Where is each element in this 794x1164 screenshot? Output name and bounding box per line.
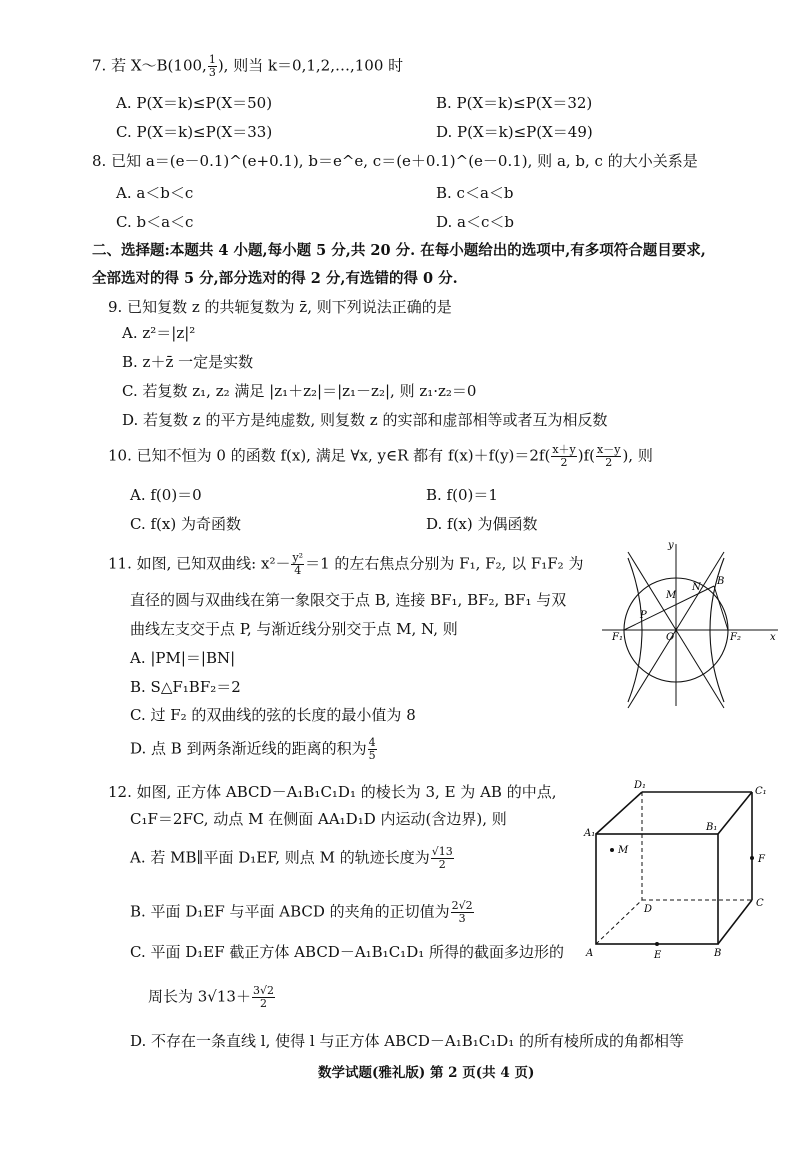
- q10-stem-pre: 10. 已知不恒为 0 的函数 f(x), 满足 ∀x, y∈R 都有 f(x)＋f(y)＝2f(: [108, 446, 551, 465]
- q10-stem: [108, 444, 653, 469]
- label-n: N: [692, 582, 701, 593]
- label-c: C: [756, 898, 764, 909]
- point-f: [750, 856, 754, 860]
- q11-d-num: 4: [368, 736, 376, 749]
- section2-heading: 二、选择题:本题共 4 小题,每小题 5 分,共 20 分. 在每小题给出的选项中,有多项符合题目要求,: [92, 242, 706, 259]
- q12-option-d: D. 不存在一条直线 l, 使得 l 与正方体 ABCD－A₁B₁C₁D₁ 的所有棱所成的角都相等: [130, 1032, 685, 1050]
- q10-option-a: A. f(0)＝0: [130, 486, 202, 504]
- q10-stem-mid: )f(: [577, 446, 596, 465]
- q11-stem-line1: [108, 552, 583, 577]
- q12-cube-figure: [582, 776, 778, 966]
- q11-stem-line2: 直径的圆与双曲线在第一象限交于点 B, 连接 BF₁, BF₂, BF₁ 与双: [130, 591, 567, 609]
- q11-option-c: C. 过 F₂ 的双曲线的弦的长度的最小值为 8: [130, 706, 416, 724]
- cube-front-face: [596, 834, 718, 944]
- q9-option-a: A. z²＝|z|²: [122, 324, 196, 342]
- label-f: F: [758, 854, 765, 865]
- label-f1: F₁: [612, 632, 623, 643]
- q12-option-c-line1: C. 平面 D₁EF 截正方体 ABCD－A₁B₁C₁D₁ 所得的截面多边形的: [130, 943, 564, 961]
- q11-frac-den: 4: [294, 564, 302, 577]
- q10-option-b: B. f(0)＝1: [426, 486, 498, 504]
- q7-option-d: D. P(X＝k)≤P(X＝49): [436, 123, 593, 141]
- page-footer: 数学试题(雅礼版) 第 2 页(共 4 页): [318, 1065, 535, 1081]
- q11-frac-num: y²: [292, 551, 304, 564]
- label-m: M: [618, 845, 629, 856]
- q7-stem-post: ), 则当 k＝0,1,2,…,100 时: [217, 56, 404, 75]
- q11-option-d: [130, 737, 378, 762]
- q12-option-b-fraction: [451, 900, 474, 925]
- q12-option-c-fraction: [252, 985, 275, 1010]
- q9-stem: 9. 已知复数 z 的共轭复数为 z̄, 则下列说法正确的是: [108, 298, 452, 316]
- q9-option-b: B. z＋z̄ 一定是实数: [122, 353, 254, 371]
- q11-hyperbola-figure: [598, 538, 784, 710]
- label-a1: A₁: [584, 828, 596, 839]
- label-m: M: [666, 590, 677, 601]
- q7-frac-num: 1: [208, 53, 216, 66]
- q11-fraction: [291, 552, 304, 577]
- q8-option-d: D. a＜c＜b: [436, 213, 514, 231]
- q11-option-b: B. S△F₁BF₂＝2: [130, 678, 241, 696]
- q10-option-c: C. f(x) 为奇函数: [130, 515, 241, 533]
- q10-fraction-1: [551, 444, 576, 469]
- q9-option-d: D. 若复数 z 的平方是纯虚数, 则复数 z 的实部和虚部相等或者互为相反数: [122, 411, 608, 429]
- q8-option-b: B. c＜a＜b: [436, 184, 514, 202]
- q11-option-d-text: D. 点 B 到两条渐近线的距离的积为: [130, 739, 367, 758]
- q12-option-b: [130, 900, 475, 925]
- q12-stem-line1: 12. 如图, 正方体 ABCD－A₁B₁C₁D₁ 的棱长为 3, E 为 AB 的中点,: [108, 783, 557, 801]
- label-b: B: [714, 948, 722, 959]
- label-b1: B₁: [706, 822, 718, 833]
- point-e: [655, 942, 659, 946]
- edge-a1d1: [596, 792, 642, 834]
- q7-option-a: A. P(X＝k)≤P(X＝50): [116, 94, 273, 112]
- edge-b1c1: [718, 792, 752, 834]
- section2-instructions: 全部选对的得 5 分,部分选对的得 2 分,有选错的得 0 分.: [92, 270, 458, 287]
- q10-f2-den: 2: [605, 456, 613, 469]
- q7-stem-pre: 7. 若 X～B(100,: [92, 56, 207, 75]
- q10-f2-num: x－y: [597, 443, 621, 456]
- q11-stem-line3: 曲线左支交于点 P, 与渐近线分别交于点 M, N, 则: [130, 620, 458, 638]
- q9-option-c: C. 若复数 z₁, z₂ 满足 |z₁＋z₂|＝|z₁－z₂|, 则 z₁·z₂＝0: [122, 382, 477, 400]
- q12-option-b-text: B. 平面 D₁EF 与平面 ABCD 的夹角的正切值为: [130, 902, 450, 921]
- q11-stem1-pre: 11. 如图, 已知双曲线: x²－: [108, 554, 291, 573]
- q12-b-num: 2√2: [451, 899, 473, 912]
- q8-option-a: A. a＜b＜c: [116, 184, 194, 202]
- label-x: x: [770, 632, 776, 643]
- q10-fraction-2: [596, 444, 621, 469]
- label-b: B: [717, 576, 725, 587]
- q12-a-num: √13: [431, 845, 453, 858]
- point-m: [610, 848, 614, 852]
- q11-d-den: 5: [368, 749, 376, 762]
- q8-option-c: C. b＜a＜c: [116, 213, 194, 231]
- edge-ad-hidden: [596, 900, 642, 944]
- label-d: D: [644, 904, 653, 915]
- q11-option-a: A. |PM|＝|BN|: [130, 649, 236, 667]
- q7-fraction: [208, 54, 217, 79]
- q10-f1-den: 2: [560, 456, 568, 469]
- q10-stem-post: ), 则: [622, 446, 653, 465]
- label-p: P: [640, 610, 647, 621]
- edge-bc: [718, 900, 752, 944]
- q7-option-b: B. P(X＝k)≤P(X＝32): [436, 94, 593, 112]
- q12-a-den: 2: [438, 858, 446, 871]
- q12-option-a: [130, 846, 455, 871]
- q12-c-num: 3√2: [252, 984, 274, 997]
- q7-option-c: C. P(X＝k)≤P(X＝33): [116, 123, 273, 141]
- label-f2: F₂: [730, 632, 741, 643]
- q12-option-a-text: A. 若 MB∥平面 D₁EF, 则点 M 的轨迹长度为: [130, 848, 430, 867]
- q12-option-c-text: 周长为 3√13＋: [148, 987, 251, 1006]
- q7-frac-den: 3: [208, 66, 216, 79]
- q10-option-d: D. f(x) 为偶函数: [426, 515, 538, 533]
- q12-stem-line2: C₁F＝2FC, 动点 M 在侧面 AA₁D₁D 内运动(含边界), 则: [130, 810, 507, 828]
- q12-option-c-line2: [148, 985, 276, 1010]
- label-e: E: [654, 950, 662, 961]
- segment-bf2: [714, 586, 728, 630]
- label-c1: C₁: [755, 786, 767, 797]
- q10-f1-num: x＋y: [552, 443, 576, 456]
- q11-option-d-fraction: [368, 737, 377, 762]
- label-o: O: [666, 632, 675, 643]
- label-d1: D₁: [634, 780, 647, 791]
- q8-stem: 8. 已知 a＝(e－0.1)^(e+0.1), b＝e^e, c＝(e＋0.1)^(e－0.1), 则 a, b, c 的大小关系是: [92, 152, 698, 170]
- q12-b-den: 3: [458, 912, 466, 925]
- q12-c-den: 2: [259, 997, 267, 1010]
- q11-stem1-post: ＝1 的左右焦点分别为 F₁, F₂, 以 F₁F₂ 为: [305, 554, 584, 573]
- label-y: y: [668, 540, 674, 551]
- q7-stem: [92, 54, 403, 79]
- label-a: A: [586, 948, 594, 959]
- q12-option-a-fraction: [431, 846, 454, 871]
